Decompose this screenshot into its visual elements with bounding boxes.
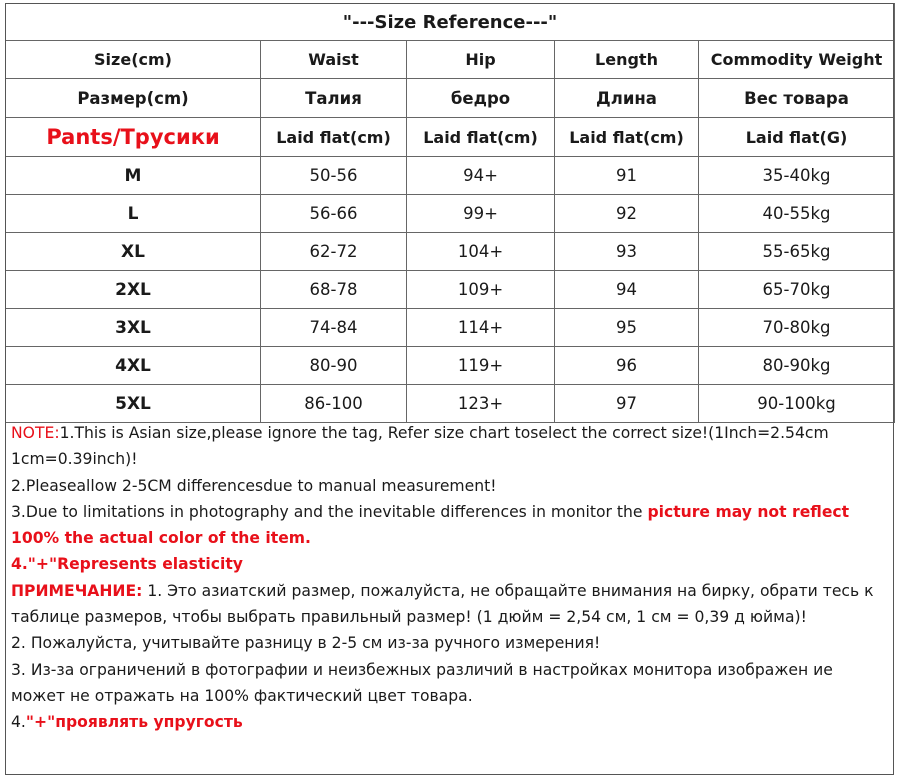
size-cell: 2XL [6, 271, 261, 309]
note-ru-2: 2. Пожалуйста, учитывайте разницу в 2-5 см из-за ручного измерения! [11, 634, 601, 653]
header-waist: Waist [261, 41, 407, 79]
size-cell: 3XL [6, 309, 261, 347]
table-title: "---Size Reference---" [6, 4, 895, 41]
note-2: 2.Pleaseallow 2-5CM differencesdue to manual measurement! [11, 476, 497, 495]
note-ru-4-prefix: 4. [11, 713, 26, 732]
hip-cell: 123+ [407, 385, 555, 423]
notes-section [11, 420, 889, 736]
hip-cell: 104+ [407, 233, 555, 271]
header-hip-ru: бедро [407, 79, 555, 118]
waist-cell: 56-66 [261, 195, 407, 233]
length-cell: 93 [555, 233, 699, 271]
header-length-ru: Длина [555, 79, 699, 118]
note-4: 4."+"Represents elasticity [11, 555, 243, 574]
header-size: Size(cm) [6, 41, 261, 79]
size-cell: M [6, 157, 261, 195]
weight-cell: 65-70kg [699, 271, 895, 309]
weight-cell: 40-55kg [699, 195, 895, 233]
note-label: NOTE: [11, 424, 60, 442]
note-ru-3: 3. Из-за ограничений в фотографии и неизбежных различий в настройках монитора изображен ие может не отражать на 100% фактический цвет товара. [11, 660, 833, 705]
waist-cell: 68-78 [261, 271, 407, 309]
weight-cell: 70-80kg [699, 309, 895, 347]
hip-cell: 114+ [407, 309, 555, 347]
note-ru-1 [11, 578, 889, 631]
hip-cell: 99+ [407, 195, 555, 233]
header-hip: Hip [407, 41, 555, 79]
note-ru-label: ПРИМЕЧАНИЕ: [11, 581, 143, 600]
length-cell: 95 [555, 309, 699, 347]
weight-cell: 90-100kg [699, 385, 895, 423]
waist-cell: 74-84 [261, 309, 407, 347]
length-cell: 96 [555, 347, 699, 385]
weight-cell: 55-65kg [699, 233, 895, 271]
note-3-text: 3.Due to limitations in photography and the inevitable differences in monitor the [11, 502, 648, 521]
waist-cell: 50-56 [261, 157, 407, 195]
header-weight-ru: Вес товара [699, 79, 895, 118]
weight-cell: 35-40kg [699, 157, 895, 195]
pants-label: Pants/Трусики [6, 118, 261, 157]
note-3-highlight: picture may not reflect 100% the actual color of the item. [11, 502, 850, 548]
hip-cell: 119+ [407, 347, 555, 385]
size-cell: L [6, 195, 261, 233]
size-cell: 4XL [6, 347, 261, 385]
hip-cell: 94+ [407, 157, 555, 195]
hip-cell: 109+ [407, 271, 555, 309]
length-cell: 97 [555, 385, 699, 423]
waist-cell: 80-90 [261, 347, 407, 385]
size-cell: XL [6, 233, 261, 271]
weight-cell: 80-90kg [699, 347, 895, 385]
note-ru-4 [11, 709, 889, 735]
header-size-ru: Размер(cm) [6, 79, 261, 118]
length-cell: 92 [555, 195, 699, 233]
waist-cell: 86-100 [261, 385, 407, 423]
laid-flat-weight: Laid flat(G) [699, 118, 895, 157]
laid-flat-waist: Laid flat(cm) [261, 118, 407, 157]
note-ru-4-highlight: "+"проявлять упругость [25, 713, 243, 732]
size-cell: 5XL [6, 385, 261, 423]
note-1 [11, 420, 889, 473]
header-weight: Commodity Weight [699, 41, 895, 79]
laid-flat-hip: Laid flat(cm) [407, 118, 555, 157]
waist-cell: 62-72 [261, 233, 407, 271]
header-waist-ru: Талия [261, 79, 407, 118]
note-1-text: 1.This is Asian size,please ignore the tag, Refer size chart toselect the correct size!(1Inch=2.54cm 1cm=0.39inch)! [11, 424, 829, 469]
length-cell: 94 [555, 271, 699, 309]
laid-flat-length: Laid flat(cm) [555, 118, 699, 157]
header-length: Length [555, 41, 699, 79]
note-3 [11, 499, 889, 552]
length-cell: 91 [555, 157, 699, 195]
note-ru-1-text: 1. Это азиатский размер, пожалуйста, не обращайте внимания на бирку, обрати тесь к таблице размеров, чтобы выбрать правильный размер! (1 дюйм = 2,54 см, 1 см = 0,39 д юйма)! [11, 581, 874, 627]
